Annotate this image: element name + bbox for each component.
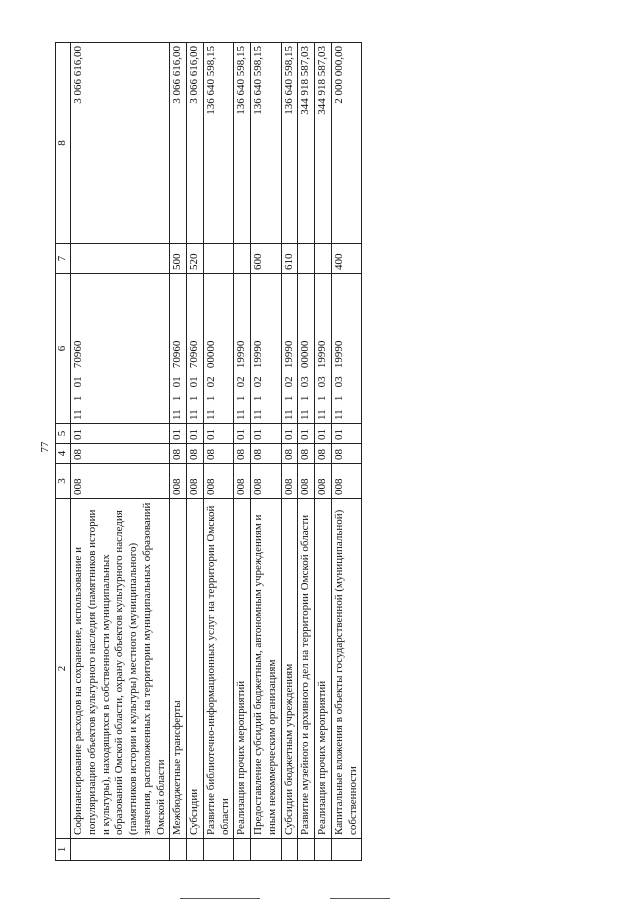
row-cell-c5: 01 bbox=[187, 424, 204, 444]
row-name-cell: Реализация прочих мероприятий bbox=[234, 499, 251, 839]
row-cell-c3: 008 bbox=[170, 464, 187, 499]
row-cell-c5: 01 bbox=[298, 424, 315, 444]
row-cell-c1 bbox=[234, 839, 251, 861]
table-row bbox=[234, 43, 251, 861]
row-cell-c6: 11 1 01 70960 bbox=[187, 274, 204, 424]
row-cell-c4: 08 bbox=[251, 444, 282, 464]
row-cell-c7: 400 bbox=[331, 244, 362, 274]
row-cell-c4: 08 bbox=[170, 444, 187, 464]
table-row bbox=[331, 43, 362, 861]
row-cell-c5: 01 bbox=[281, 424, 298, 444]
row-cell-c1 bbox=[251, 839, 282, 861]
header-col-5: 5 bbox=[56, 424, 71, 444]
row-cell-c3: 008 bbox=[298, 464, 315, 499]
row-cell-c8: 136 640 598,15 bbox=[281, 43, 298, 244]
row-cell-c6: 11 1 03 19990 bbox=[331, 274, 362, 424]
row-name-cell: Капитальные вложения в объекты государственной (муниципальной) собственности bbox=[331, 499, 362, 839]
row-cell-c8: 344 918 587,03 bbox=[315, 43, 332, 244]
row-cell-c4: 08 bbox=[187, 444, 204, 464]
row-cell-c7: 500 bbox=[170, 244, 187, 274]
row-cell-c1 bbox=[187, 839, 204, 861]
row-cell-c5: 01 bbox=[71, 424, 170, 444]
table-row bbox=[170, 43, 187, 861]
row-cell-c4: 08 bbox=[315, 444, 332, 464]
header-col-4: 4 bbox=[56, 444, 71, 464]
row-name-cell: Развитие библиотечно-информационных услуг на территории Омской области bbox=[203, 499, 234, 839]
row-name-cell: Межбюджетные трансферты bbox=[170, 499, 187, 839]
row-cell-c8: 136 640 598,15 bbox=[251, 43, 282, 244]
row-cell-c7 bbox=[71, 244, 170, 274]
table-row bbox=[187, 43, 204, 861]
row-cell-c5: 01 bbox=[170, 424, 187, 444]
row-cell-c7 bbox=[203, 244, 234, 274]
row-cell-c1 bbox=[331, 839, 362, 861]
header-col-1: 1 bbox=[56, 839, 71, 861]
row-cell-c5: 01 bbox=[315, 424, 332, 444]
row-cell-c8: 136 640 598,15 bbox=[234, 43, 251, 244]
row-name-cell: Предоставление субсидий бюджетным, автономным учреждениям и иным некоммерческим организациям bbox=[251, 499, 282, 839]
row-cell-c7 bbox=[315, 244, 332, 274]
row-name-cell: Реализация прочих мероприятий bbox=[315, 499, 332, 839]
row-cell-c4: 08 bbox=[71, 444, 170, 464]
row-cell-c6: 11 1 01 70960 bbox=[71, 274, 170, 424]
row-name-cell: Субсидии bbox=[187, 499, 204, 839]
row-cell-c6: 11 1 02 19990 bbox=[281, 274, 298, 424]
row-cell-c1 bbox=[298, 839, 315, 861]
row-cell-c3: 008 bbox=[331, 464, 362, 499]
table-row bbox=[71, 43, 170, 861]
header-col-7: 7 bbox=[56, 244, 71, 274]
table-row bbox=[298, 43, 315, 861]
row-cell-c7 bbox=[298, 244, 315, 274]
row-cell-c1 bbox=[71, 839, 170, 861]
row-cell-c6: 11 1 03 19990 bbox=[315, 274, 332, 424]
row-cell-c8: 3 066 616,00 bbox=[187, 43, 204, 244]
row-cell-c6: 11 1 03 00000 bbox=[298, 274, 315, 424]
row-cell-c3: 008 bbox=[203, 464, 234, 499]
row-name-cell: Субсидии бюджетным учреждениям bbox=[281, 499, 298, 839]
row-cell-c1 bbox=[281, 839, 298, 861]
row-cell-c5: 01 bbox=[331, 424, 362, 444]
row-cell-c6: 11 1 02 19990 bbox=[234, 274, 251, 424]
row-name-cell: Софинансирование расходов на сохранение, использование и популяризацию объектов культурного наследия (памятников истории и культуры), находящихся в собственности муниципальных образований Омской области, охрану объектов культурного наследия (памятников истории и культуры) местного (муниципального) значения, расположенных на территории муниципальных образований Омской области bbox=[71, 499, 170, 839]
row-cell-c3: 008 bbox=[71, 464, 170, 499]
row-cell-c3: 008 bbox=[251, 464, 282, 499]
row-cell-c4: 08 bbox=[234, 444, 251, 464]
row-cell-c3: 008 bbox=[187, 464, 204, 499]
table-row bbox=[315, 43, 332, 861]
row-cell-c1 bbox=[170, 839, 187, 861]
row-cell-c1 bbox=[315, 839, 332, 861]
row-cell-c5: 01 bbox=[234, 424, 251, 444]
row-cell-c8: 3 066 616,00 bbox=[170, 43, 187, 244]
row-cell-c7: 610 bbox=[281, 244, 298, 274]
row-cell-c3: 008 bbox=[281, 464, 298, 499]
row-cell-c3: 008 bbox=[234, 464, 251, 499]
row-cell-c1 bbox=[203, 839, 234, 861]
row-cell-c5: 01 bbox=[251, 424, 282, 444]
table-row bbox=[251, 43, 282, 861]
row-cell-c4: 08 bbox=[281, 444, 298, 464]
header-row bbox=[56, 43, 71, 861]
rotated-table-container bbox=[55, 43, 585, 861]
header-col-2: 2 bbox=[56, 499, 71, 839]
row-cell-c7: 600 bbox=[251, 244, 282, 274]
row-cell-c5: 01 bbox=[203, 424, 234, 444]
row-cell-c3: 008 bbox=[315, 464, 332, 499]
row-cell-c7 bbox=[234, 244, 251, 274]
row-cell-c7: 520 bbox=[187, 244, 204, 274]
scan-footer-marks bbox=[0, 895, 640, 899]
row-cell-c6: 11 1 02 19990 bbox=[251, 274, 282, 424]
table-row bbox=[281, 43, 298, 861]
row-cell-c8: 344 918 587,03 bbox=[298, 43, 315, 244]
row-cell-c4: 08 bbox=[203, 444, 234, 464]
budget-table bbox=[55, 42, 362, 861]
header-col-6: 6 bbox=[56, 274, 71, 424]
header-col-8: 8 bbox=[56, 43, 71, 244]
row-cell-c4: 08 bbox=[298, 444, 315, 464]
row-cell-c8: 3 066 616,00 bbox=[71, 43, 170, 244]
row-cell-c8: 136 640 598,15 bbox=[203, 43, 234, 244]
row-cell-c6: 11 1 01 70960 bbox=[170, 274, 187, 424]
row-cell-c6: 11 1 02 00000 bbox=[203, 274, 234, 424]
table-body bbox=[71, 43, 362, 861]
row-cell-c8: 2 000 000,00 bbox=[331, 43, 362, 244]
row-cell-c4: 08 bbox=[331, 444, 362, 464]
table-row bbox=[203, 43, 234, 861]
page-number: 77 bbox=[39, 441, 51, 453]
row-name-cell: Развитие музейного и архивного дел на территории Омской области bbox=[298, 499, 315, 839]
header-col-3: 3 bbox=[56, 464, 71, 499]
